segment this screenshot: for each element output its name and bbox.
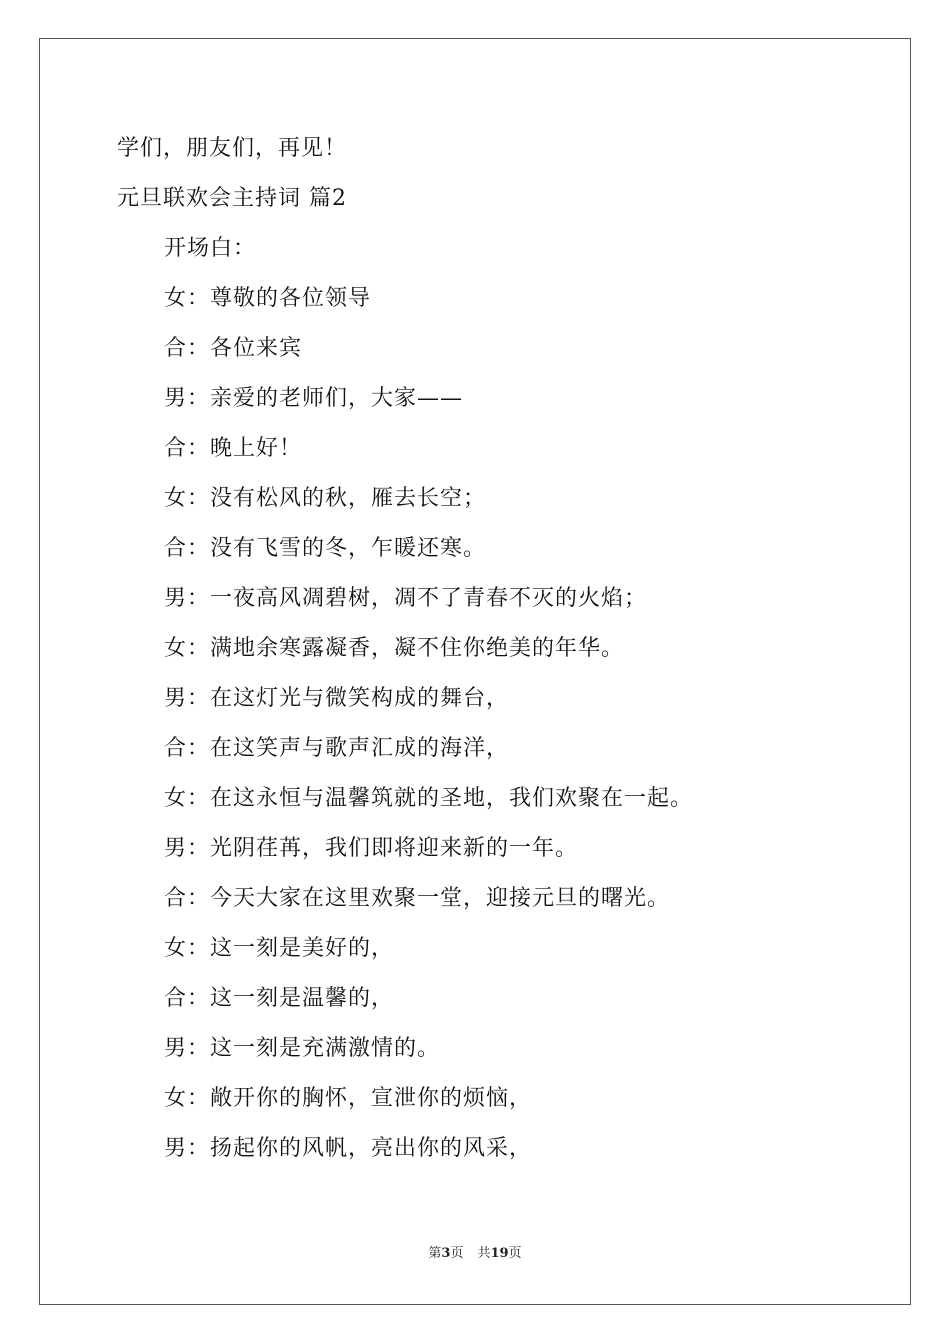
page-suffix: 页 <box>450 1246 464 1261</box>
text-line: 女：这一刻是美好的， <box>164 936 395 961</box>
total-pages: 19 <box>490 1246 509 1261</box>
text-line: 男：在这灯光与微笑构成的舞台， <box>164 686 510 711</box>
page-frame <box>39 38 911 1305</box>
text-line: 男：光阴荏苒，我们即将迎来新的一年。 <box>164 836 579 861</box>
text-line: 女：敞开你的胸怀，宣泄你的烦恼， <box>164 1086 533 1111</box>
page-footer <box>0 1245 950 1263</box>
text-line: 女：尊敬的各位领导 <box>164 286 372 311</box>
text-line: 开场白： <box>164 236 257 261</box>
text-line: 学们，朋友们，再见！ <box>117 136 348 161</box>
text-line: 合：晚上好！ <box>164 436 303 461</box>
text-line: 女：在这永恒与温馨筑就的圣地，我们欢聚在一起。 <box>164 786 694 811</box>
text-line: 女：满地余寒露凝香，凝不住你绝美的年华。 <box>164 636 625 661</box>
text-line: 合：这一刻是温馨的， <box>164 986 395 1011</box>
text-line: 男：扬起你的风帆，亮出你的风采， <box>164 1136 533 1161</box>
text-line: 男：亲爱的老师们，大家—— <box>164 386 464 411</box>
total-prefix: 共 <box>477 1246 491 1261</box>
text-line: 合：各位来宾 <box>164 336 303 361</box>
text-line: 合：今天大家在这里欢聚一堂，迎接元旦的曙光。 <box>164 886 671 911</box>
text-line: 男：这一刻是充满激情的。 <box>164 1036 441 1061</box>
text-line: 男：一夜高风凋碧树，凋不了青春不灭的火焰； <box>164 586 648 611</box>
section-heading: 元旦联欢会主持词 篇2 <box>117 186 347 211</box>
text-line: 合：没有飞雪的冬，乍暖还寒。 <box>164 536 487 561</box>
page-number: 3 <box>441 1246 451 1261</box>
total-suffix: 页 <box>508 1246 522 1261</box>
text-line: 女：没有松风的秋，雁去长空； <box>164 486 487 511</box>
text-line: 合：在这笑声与歌声汇成的海洋， <box>164 736 510 761</box>
page-prefix: 第 <box>428 1246 442 1261</box>
